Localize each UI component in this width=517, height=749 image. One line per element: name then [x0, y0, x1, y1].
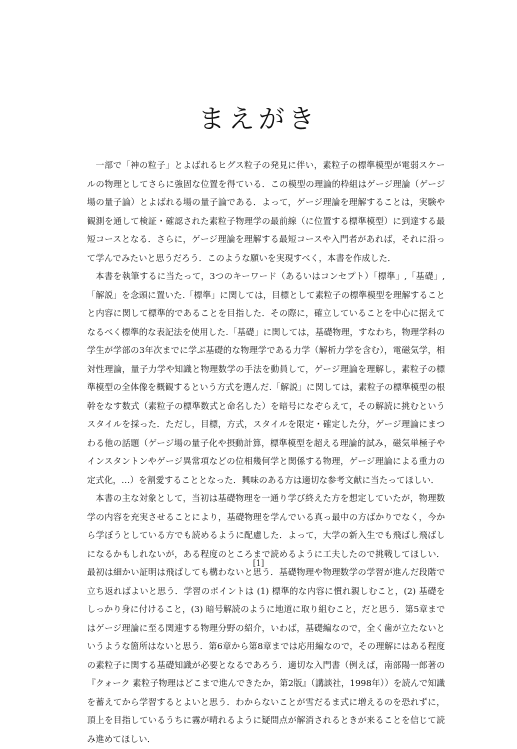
preface-paragraph-1: 一部で「神の粒子」とよばれるヒグス粒子の発見に伴い，素粒子の標準模型が電弱スケールの物理としてさらに強固な位置を得ている．この模型の理論的枠組はゲージ理論（ゲージ場の量子論）とよばれる場の量子論である．よって，ゲージ理論を理解することは，実験や観測を通して検証・確認された素粒子物理学の最前線（に位置する標準模型）に到達する最短コースとなる．さらに，ゲージ理論を理解する最短コースや入門者があれば，それに沿って学んでみたいと思うだろう．このような願いを実現すべく，本書を作成した． — [87, 161, 445, 264]
preface-paragraph-2: 本書を執筆するに当たって，3つのキーワード（あるいはコンセプト）「標準」,「基礎」,「解説」を念頭に置いた.「標準」に関しては，目標として素粒子の標準模型を理解することと内容に関して標準的であることを目指した．その際に，確立していることを中心に据えてなるべく標準的な表記法を使用した.「基礎」に関しては，基礎物理，すなわち，物理学科の学生が学部の3年次までに学ぶ基礎的な物理学である力学（解析力学を含む），電磁気学，相対性理論，量子力学や知識と物理数学の手法を動員して，ゲージ理論を理解し，素粒子の標準模型の全体像を概観するという方式を選んだ.「解説」に関しては，素粒子の標準模型の根幹をなす数式（素粒子の標準数式と命名した）を暗号になぞらえて，その解読に挑むというスタイルを採った．ただし，目標，方式，スタイルを限定・確定した分，ゲージ理論にまつわる他の話題（ゲージ場の量子化や摂動計算，標準模型を超える理論的試み，磁気単極子やインスタントンやゲージ異常項などの位相幾何学と関係する物理，ゲージ理論による重力の定式化，…）を割愛することとなった．興味のある方は適切な参考文献に当たってほしい． — [87, 272, 445, 486]
page-number: [1] — [252, 559, 265, 568]
preface-paragraph-3: 本書の主な対象として，当初は基礎物理を一通り学び終えた方を想定していたが，物理数学の内容を充実させることにより，基礎物理を学んでいる真っ最中の方ばかりでなく，今から学ぼうとしている方でも読めるように配慮した．よって，大学の新入生でも飛ばし飛ばしになるかもしれないが，ある程度のところまで読めるように工夫したので挑戦してほしい．最初は細かい証明は飛ばしても構わないと思う．基礎物理や物理数学の学習が進んだ段階で立ち返ればよいと思う．学習のポイントは (1) 標準的な内容に慣れ親しむこと，(2) 基礎をしっかり身に付けること，(3) 暗号解読のように地道に取り組むこと，だと思う．第5章まではゲージ理論に至る関連する物理分野の紹介，いわば，基礎編なので，全く歯が立たないというような箇所はないと思う．第6章から第8章までは応用編なので，その理解にはある程度の素粒子に関する基礎知識が必要となるであろう．適切な入門書（例えば，南部陽一郎著の『クォーク 素粒子物理はどこまで進んできたか，第2版』（講談社，1998年））を読んで知識を蓄えてから学習するとよいと思う．わからないことが雪だるま式に増えるのを恐れずに，頂上を目指しているうちに霧が晴れるように疑問点が解消されるときが来ることを信じて読み進めてほしい． — [87, 494, 445, 745]
page-title: まえがき — [198, 105, 319, 136]
preface-body — [87, 157, 445, 749]
